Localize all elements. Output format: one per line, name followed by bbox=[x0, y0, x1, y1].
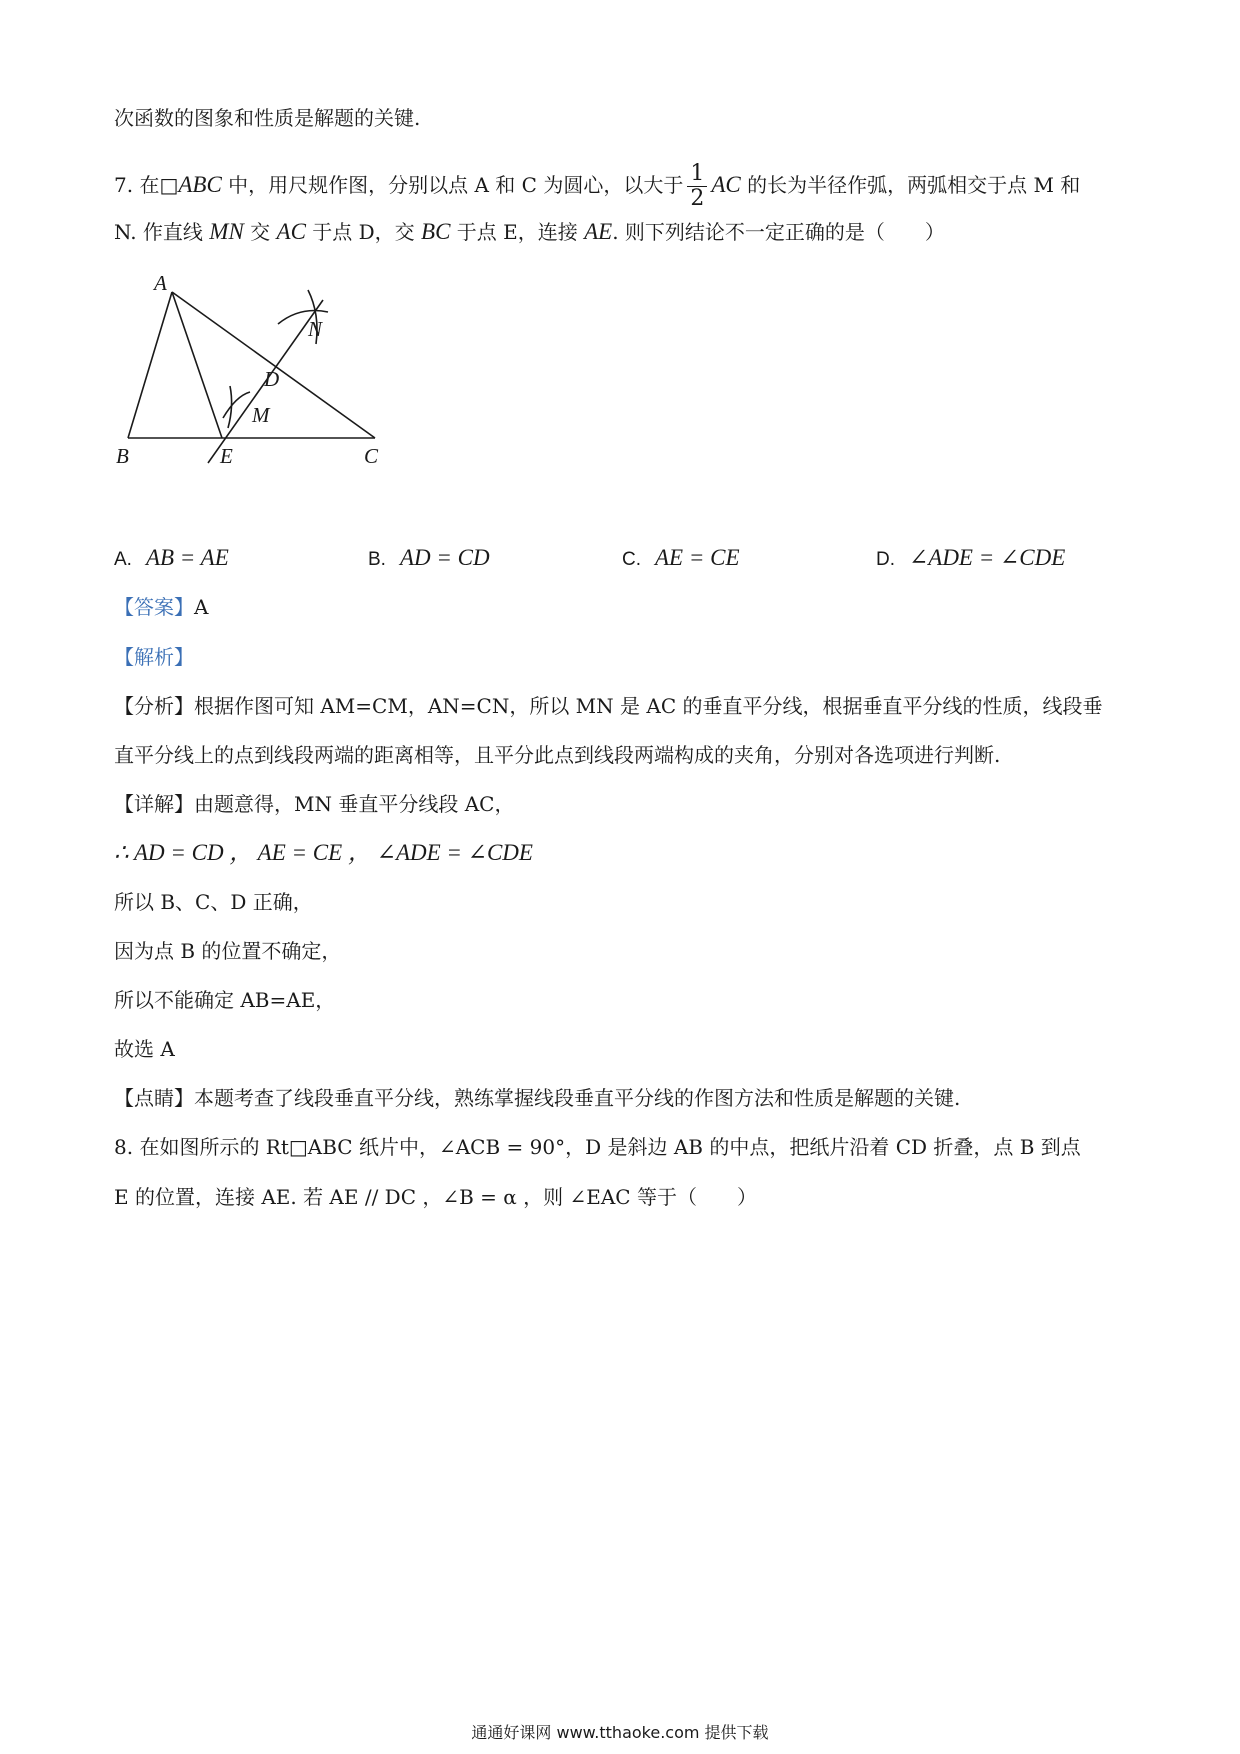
label-m: M bbox=[252, 403, 270, 427]
q7-ac-2: AC bbox=[276, 219, 306, 244]
fraction-half: $\frac{1}{2}$ bbox=[687, 162, 707, 211]
question-8-line-1: 8. 在如图所示的 Rt□ABC 纸片中，∠ACB = 90°，D 是斜边 AB 的中点，把纸片沿着 CD 折叠，点 B 到点 bbox=[114, 1135, 1081, 1159]
option-d[interactable]: D. ∠ADE = ∠CDE bbox=[876, 545, 1066, 570]
label-b: B bbox=[116, 444, 129, 468]
solution-line-3: 所以不能确定 AB=AE， bbox=[114, 988, 336, 1012]
arc-lower-1 bbox=[223, 392, 250, 418]
solution-line-4: 故选 A bbox=[114, 1037, 175, 1061]
analysis-line-1: 【分析】根据作图可知 AM=CM，AN=CN，所以 MN 是 AC 的垂直平分线，根据垂直平分线的性质，线段垂 bbox=[114, 694, 1103, 718]
text-line-1: 次函数的图象和性质是解题的关键. bbox=[114, 106, 421, 130]
q7-ae: AE bbox=[584, 219, 613, 244]
q7-lianjie: 于点 E，连接 bbox=[450, 220, 585, 244]
q7-prefix: 7. 在□ bbox=[114, 173, 179, 197]
analysis-tag: 【解析】 bbox=[114, 645, 194, 669]
solution-line-1: 所以 B、C、D 正确， bbox=[114, 890, 313, 914]
q7-text-2: 的长为半径作弧，两弧相交于点 M 和 bbox=[740, 173, 1081, 197]
q7-abc: ABC bbox=[178, 172, 222, 197]
option-c[interactable]: C. AE = CE bbox=[622, 545, 740, 570]
analysis-line-2: 直平分线上的点到线段两端的距离相等，且平分此点到线段两端构成的夹角，分别对各选项进行判断. bbox=[114, 743, 1001, 767]
q7-yudian-d: 于点 D，交 bbox=[305, 220, 422, 244]
label-c: C bbox=[364, 444, 379, 468]
answer-line bbox=[114, 593, 208, 621]
q7-question: . 则下列结论不一定正确的是（ ） bbox=[612, 220, 945, 244]
segment-ac bbox=[172, 292, 375, 438]
q7-n: N. 作直线 bbox=[114, 220, 210, 244]
label-a: A bbox=[154, 271, 167, 295]
segment-ab bbox=[128, 292, 172, 438]
question-7-line-2 bbox=[114, 218, 945, 246]
label-e: E bbox=[220, 444, 233, 468]
detail-line: 【详解】由题意得，MN 垂直平分线段 AC， bbox=[114, 792, 515, 816]
answer-value: A bbox=[194, 595, 209, 619]
q7-bc: BC bbox=[421, 219, 451, 244]
segment-ae bbox=[172, 292, 222, 438]
triangle-construction-figure bbox=[110, 268, 400, 478]
option-b[interactable]: B. AD = CD bbox=[368, 545, 490, 570]
q7-text: 中，用尺规作图，分别以点 A 和 C 为圆心，以大于 bbox=[221, 173, 684, 197]
answer-tag: 【答案】 bbox=[114, 595, 194, 619]
question-8-line-2: E 的位置，连接 AE. 若 AE // DC ，∠B = α ，则 ∠EAC 等于（ ） bbox=[114, 1185, 757, 1209]
comment-line: 【点睛】本题考查了线段垂直平分线，熟练掌握线段垂直平分线的作图方法和性质是解题的关键. bbox=[114, 1086, 961, 1110]
q7-jiao: 交 bbox=[243, 220, 277, 244]
label-n: N bbox=[308, 317, 323, 341]
footer-source: 通通好课网 www.tthaoke.com 提供下载 bbox=[471, 1723, 769, 1742]
q7-ac: AC bbox=[711, 172, 741, 197]
therefore-line: ∴ AD = CD ， AE = CE ， ∠ADE = ∠CDE bbox=[114, 840, 533, 865]
label-d: D bbox=[264, 367, 280, 391]
question-7-line-1 bbox=[114, 162, 1080, 211]
solution-line-2: 因为点 B 的位置不确定， bbox=[114, 939, 342, 963]
q7-mn: MN bbox=[209, 219, 244, 244]
option-a[interactable]: A. AB = AE bbox=[114, 545, 229, 570]
